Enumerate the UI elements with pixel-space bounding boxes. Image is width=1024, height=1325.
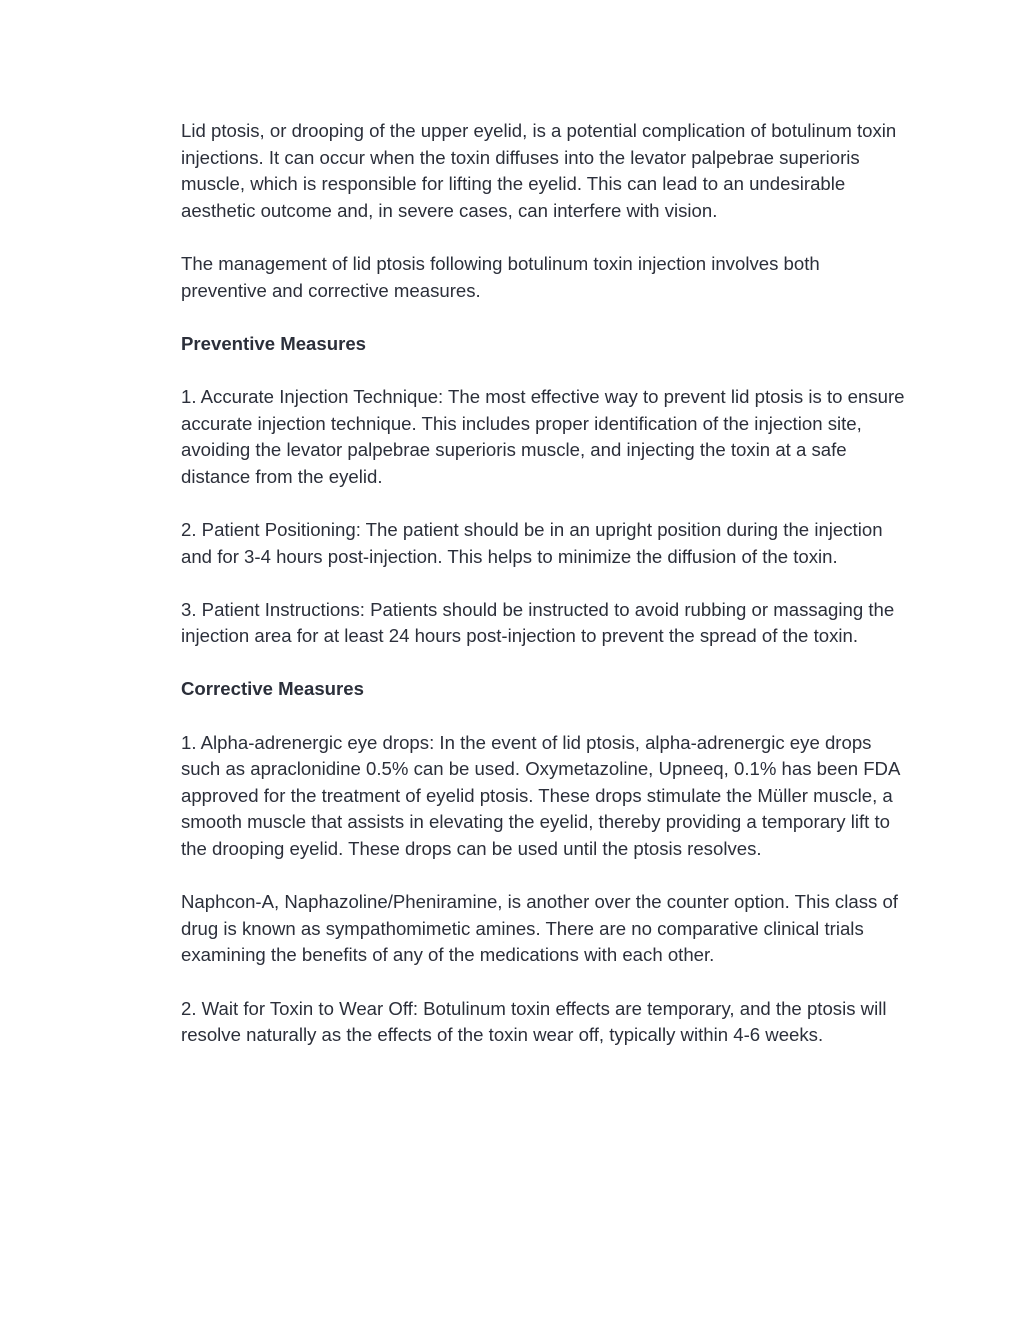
preventive-item: 1. Accurate Injection Technique: The most effective way to prevent lid ptosis is to ensure accurate injection technique. This includes proper identification of the injection site, avoiding the levator palpebrae superioris muscle, and injecting the toxin at a safe distance from the eyelid. — [181, 385, 905, 487]
preventive-heading: Preventive Measures — [181, 332, 367, 354]
preventive-item: 3. Patient Instructions: Patients should be instructed to avoid rubbing or massaging the injection area for at least 24 hours post-injection to prevent the spread of the toxin. — [181, 598, 895, 647]
preventive-item: 2. Patient Positioning: The patient should be in an upright position during the injection and for 3-4 hours post-injection. This helps to minimize the diffusion of the toxin. — [181, 518, 883, 567]
document-body — [181, 118, 907, 1075]
corrective-heading: Corrective Measures — [181, 678, 364, 700]
intro-paragraph: Lid ptosis, or drooping of the upper eyelid, is a potential complication of botulinum toxin injections. It can occur when the toxin diffuses into the levator palpebrae superioris muscle, which is responsible for lifting the eyelid. This can lead to an undesirable aesthetic outcome and, in severe cases, can interfere with vision. — [181, 120, 897, 221]
corrective-item: 1. Alpha-adrenergic eye drops: In the event of lid ptosis, alpha-adrenergic eye drops such as apraclonidine 0.5% can be used. Oxymetazoline, Upneeq, 0.1% has been FDA approved for the treatment of eyelid ptosis. These drops stimulate the Müller muscle, a smooth muscle that assists in elevating the eyelid, thereby providing a temporary lift to the drooping eyelid. These drops can be used until the ptosis resolves. — [181, 731, 900, 860]
intro-paragraph: The management of lid ptosis following botulinum toxin injection involves both preventive and corrective measures. — [181, 252, 820, 301]
corrective-item: Naphcon-A, Naphazoline/Pheniramine, is another over the counter option. This class of drug is known as sympathomimetic amines. There are no comparative clinical trials examining the benefits of any of the medications with each other. — [181, 891, 898, 966]
corrective-item: 2. Wait for Toxin to Wear Off: Botulinum toxin effects are temporary, and the ptosis will resolve naturally as the effects of the toxin wear off, typically within 4-6 weeks. — [181, 997, 887, 1046]
